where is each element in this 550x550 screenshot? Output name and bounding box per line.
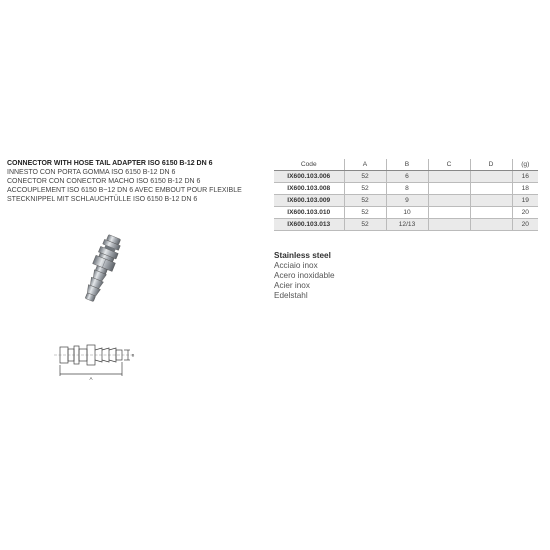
table-row: [274, 171, 538, 183]
cell-b: 10: [386, 207, 428, 219]
dimension-b-label: B: [131, 352, 135, 358]
technical-drawing: [52, 340, 137, 380]
product-title-block: [7, 159, 275, 204]
cell-a: 52: [344, 219, 386, 231]
cell-code: IX600.103.013: [274, 219, 344, 231]
table-row: [274, 219, 538, 231]
material-block: [274, 251, 335, 301]
cell-c: [428, 183, 470, 195]
cell-b: 8: [386, 183, 428, 195]
cell-d: [470, 171, 512, 183]
material-french: Acier inox: [274, 281, 310, 290]
cell-b: 9: [386, 195, 428, 207]
header-code: Code: [274, 159, 344, 171]
cell-weight: 16: [512, 171, 538, 183]
title-german: STECKNIPPEL MIT SCHLAUCHTÜLLE ISO 6150 B-12 DN 6: [7, 196, 198, 204]
material-italian: Acciaio inox: [274, 261, 318, 270]
cell-weight: 20: [512, 207, 538, 219]
cell-c: [428, 207, 470, 219]
spec-table: [274, 159, 538, 231]
title-spanish: CONECTOR CON CONECTOR MACHO ISO 6150 B-12 DN 6: [7, 178, 201, 186]
cell-d: [470, 207, 512, 219]
cell-d: [470, 195, 512, 207]
header-c: C: [428, 159, 470, 171]
material-german: Edelstahl: [274, 291, 308, 300]
cell-c: [428, 171, 470, 183]
title-english: CONNECTOR WITH HOSE TAIL ADAPTER ISO 6150 B-12 DN 6: [7, 160, 213, 167]
header-weight: (g): [512, 159, 538, 171]
header-b: B: [386, 159, 428, 171]
cell-code: IX600.103.010: [274, 207, 344, 219]
header-d: D: [470, 159, 512, 171]
table-header-row: [274, 159, 538, 171]
cell-c: [428, 195, 470, 207]
title-italian: INNESTO CON PORTA GOMMA ISO 6150 B-12 DN 6: [7, 169, 176, 177]
cell-code: IX600.103.006: [274, 171, 344, 183]
cell-weight: 18: [512, 183, 538, 195]
material-english: Stainless steel: [274, 251, 331, 260]
cell-a: 52: [344, 171, 386, 183]
cell-d: [470, 219, 512, 231]
cell-a: 52: [344, 183, 386, 195]
material-spanish: Acero inoxidable: [274, 271, 335, 280]
cell-a: 52: [344, 195, 386, 207]
table-row: [274, 183, 538, 195]
cell-code: IX600.103.008: [274, 183, 344, 195]
cell-weight: 20: [512, 219, 538, 231]
product-photo-image: [70, 232, 130, 312]
cell-d: [470, 183, 512, 195]
title-french: ACCOUPLEMENT ISO 6150 B~12 DN 6 AVEC EMBOUT POUR FLEXIBLE: [7, 187, 242, 195]
cell-weight: 19: [512, 195, 538, 207]
cell-code: IX600.103.009: [274, 195, 344, 207]
cell-a: 52: [344, 207, 386, 219]
cell-b: 6: [386, 171, 428, 183]
cell-b: 12/13: [386, 219, 428, 231]
cell-c: [428, 219, 470, 231]
table-row: [274, 207, 538, 219]
header-a: A: [344, 159, 386, 171]
table-row: [274, 195, 538, 207]
dimension-a-label: A: [89, 376, 93, 380]
